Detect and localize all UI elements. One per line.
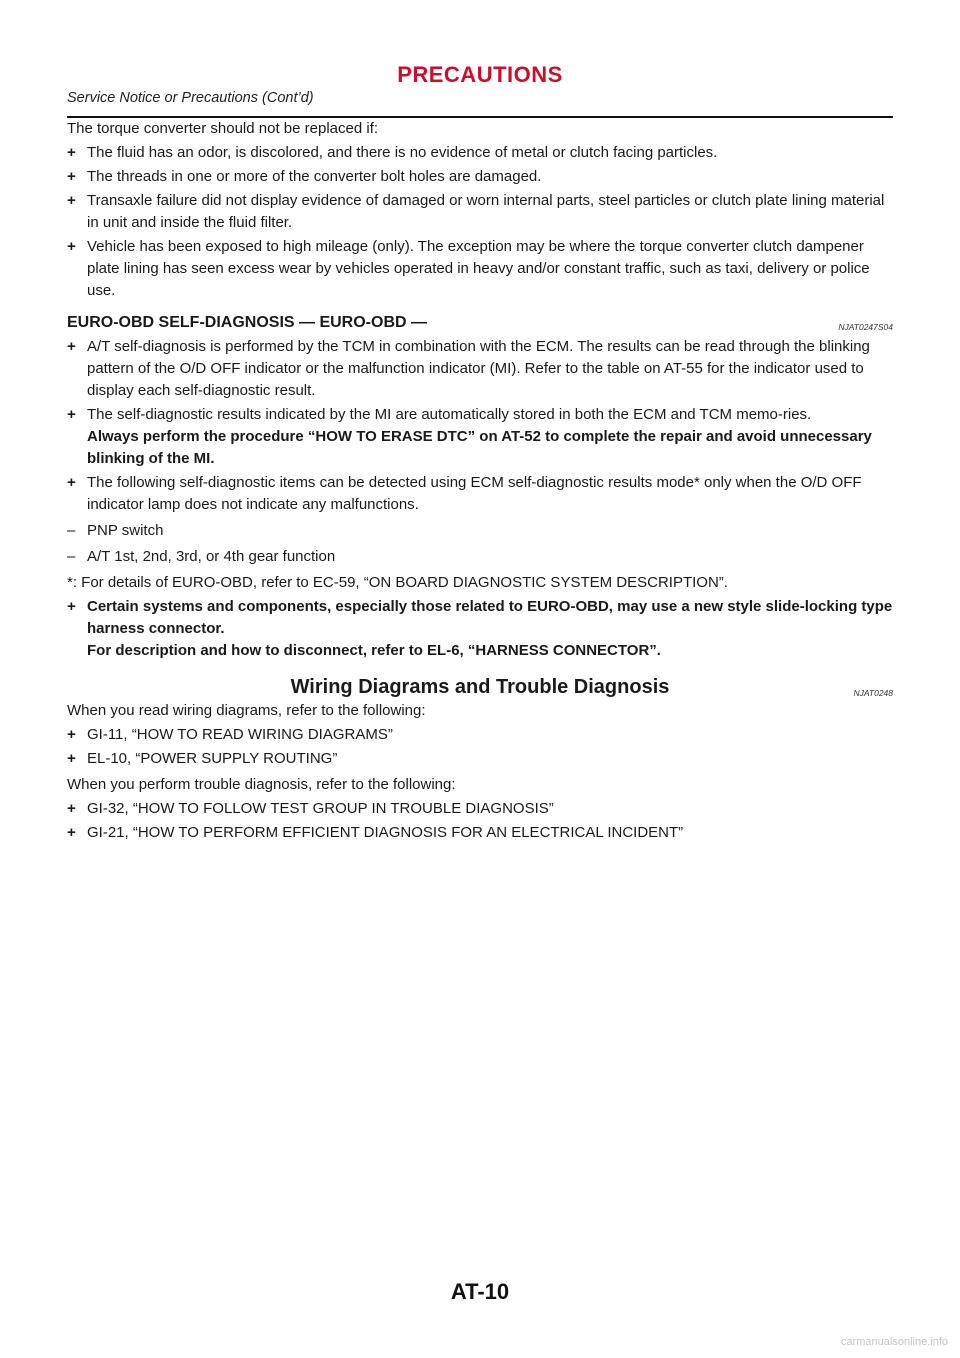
reference-code: NJAT0248 bbox=[853, 688, 893, 698]
list-item bbox=[67, 166, 893, 188]
bullet-marker: + bbox=[67, 338, 76, 355]
bullet-marker: + bbox=[67, 406, 76, 423]
bullet-marker: + bbox=[67, 238, 76, 255]
list-item-text-2: For description and how to disconnect, refer to EL-6, “HARNESS CONNECTOR”. bbox=[87, 642, 661, 659]
section-heading-euro-obd bbox=[67, 312, 893, 334]
list-item-text: GI-11, “HOW TO READ WIRING DIAGRAMS” bbox=[87, 726, 393, 743]
list-item-text: The fluid has an odor, is discolored, and there is no evidence of metal or clutch facing particles. bbox=[87, 144, 718, 161]
page-title: PRECAUTIONS bbox=[397, 62, 563, 87]
page-number: AT-10 bbox=[450, 1279, 510, 1304]
list-item-text: The following self-diagnostic items can be detected using ECM self-diagnostic results mode* only when the O/D OFF indicator lamp does not indicate any malfunctions. bbox=[87, 474, 862, 513]
footnote: *: For details of EURO-OBD, refer to EC-59, “ON BOARD DIAGNOSTIC SYSTEM DESCRIPTION”. bbox=[67, 574, 728, 591]
intro-text: The torque converter should not be replaced if: bbox=[67, 120, 379, 137]
reference-code: NJAT0247S04 bbox=[838, 322, 893, 332]
list-item bbox=[67, 748, 893, 770]
dash-item-text: PNP switch bbox=[87, 522, 164, 539]
dash-item-text: A/T 1st, 2nd, 3rd, or 4th gear function bbox=[87, 548, 336, 565]
list-item bbox=[67, 822, 893, 844]
list-item bbox=[67, 472, 893, 516]
section-heading-wiring bbox=[67, 674, 893, 700]
list-item-text: GI-32, “HOW TO FOLLOW TEST GROUP IN TROUBLE DIAGNOSIS” bbox=[87, 800, 554, 817]
bullet-marker: + bbox=[67, 750, 76, 767]
dash-marker: – bbox=[67, 548, 76, 565]
bullet-marker: + bbox=[67, 192, 76, 209]
list-item-text: EL-10, “POWER SUPPLY ROUTING” bbox=[87, 750, 338, 767]
warning-text: Always perform the procedure “HOW TO ERASE DTC” on AT-52 to complete the repair and avoid unnecessary blinking of the MI. bbox=[87, 428, 872, 467]
list-item bbox=[67, 724, 893, 746]
dash-item bbox=[67, 520, 893, 542]
diagnosis-intro: When you perform trouble diagnosis, refer to the following: bbox=[67, 776, 456, 793]
list-item bbox=[67, 404, 893, 470]
bullet-marker: + bbox=[67, 474, 76, 491]
list-item bbox=[67, 336, 893, 402]
wiring-intro: When you read wiring diagrams, refer to the following: bbox=[67, 702, 426, 719]
list-item-text: Vehicle has been exposed to high mileage (only). The exception may be where the torque converter clutch dampener plate lining has seen excess wear by vehicles operated in heavy and/or constant traffic, such as taxi, delivery or police use. bbox=[87, 238, 870, 299]
list-item bbox=[67, 236, 893, 302]
list-item-text: Transaxle failure did not display evidence of damaged or worn internal parts, steel particles or clutch plate lining material in unit and inside the fluid filter. bbox=[87, 192, 885, 231]
section-heading-text: Wiring Diagrams and Trouble Diagnosis bbox=[290, 676, 670, 698]
page-subtitle: Service Notice or Precautions (Cont’d) bbox=[67, 90, 314, 106]
bullet-marker: + bbox=[67, 824, 76, 841]
dash-marker: – bbox=[67, 522, 76, 539]
list-item bbox=[67, 142, 893, 164]
list-item bbox=[67, 596, 893, 662]
bullet-marker: + bbox=[67, 800, 76, 817]
bullet-marker: + bbox=[67, 598, 76, 615]
list-item bbox=[67, 798, 893, 820]
bullet-marker: + bbox=[67, 144, 76, 161]
page-content bbox=[67, 118, 893, 844]
bullet-marker: + bbox=[67, 168, 76, 185]
watermark: carmanualsonline.info bbox=[840, 1336, 948, 1348]
dash-item bbox=[67, 546, 893, 568]
section-heading-text: EURO-OBD SELF-DIAGNOSIS — EURO-OBD — bbox=[67, 314, 428, 331]
list-item-text: GI-21, “HOW TO PERFORM EFFICIENT DIAGNOSIS FOR AN ELECTRICAL INCIDENT” bbox=[87, 824, 684, 841]
list-item-text: Certain systems and components, especially those related to EURO-OBD, may use a new style slide-locking type harness connector. bbox=[87, 598, 893, 637]
list-item bbox=[67, 190, 893, 234]
bullet-marker: + bbox=[67, 726, 76, 743]
list-item-text: The self-diagnostic results indicated by the MI are automatically stored in both the ECM and TCM memo-ries. bbox=[87, 406, 812, 423]
list-item-text: A/T self-diagnosis is performed by the TCM in combination with the ECM. The results can be read through the blinking pattern of the O/D OFF indicator or the malfunction indicator (MI). Refer to the table on AT-55 for the indicator used to display each self-diagnostic result. bbox=[87, 338, 870, 399]
list-item-text: The threads in one or more of the converter bolt holes are damaged. bbox=[87, 168, 542, 185]
